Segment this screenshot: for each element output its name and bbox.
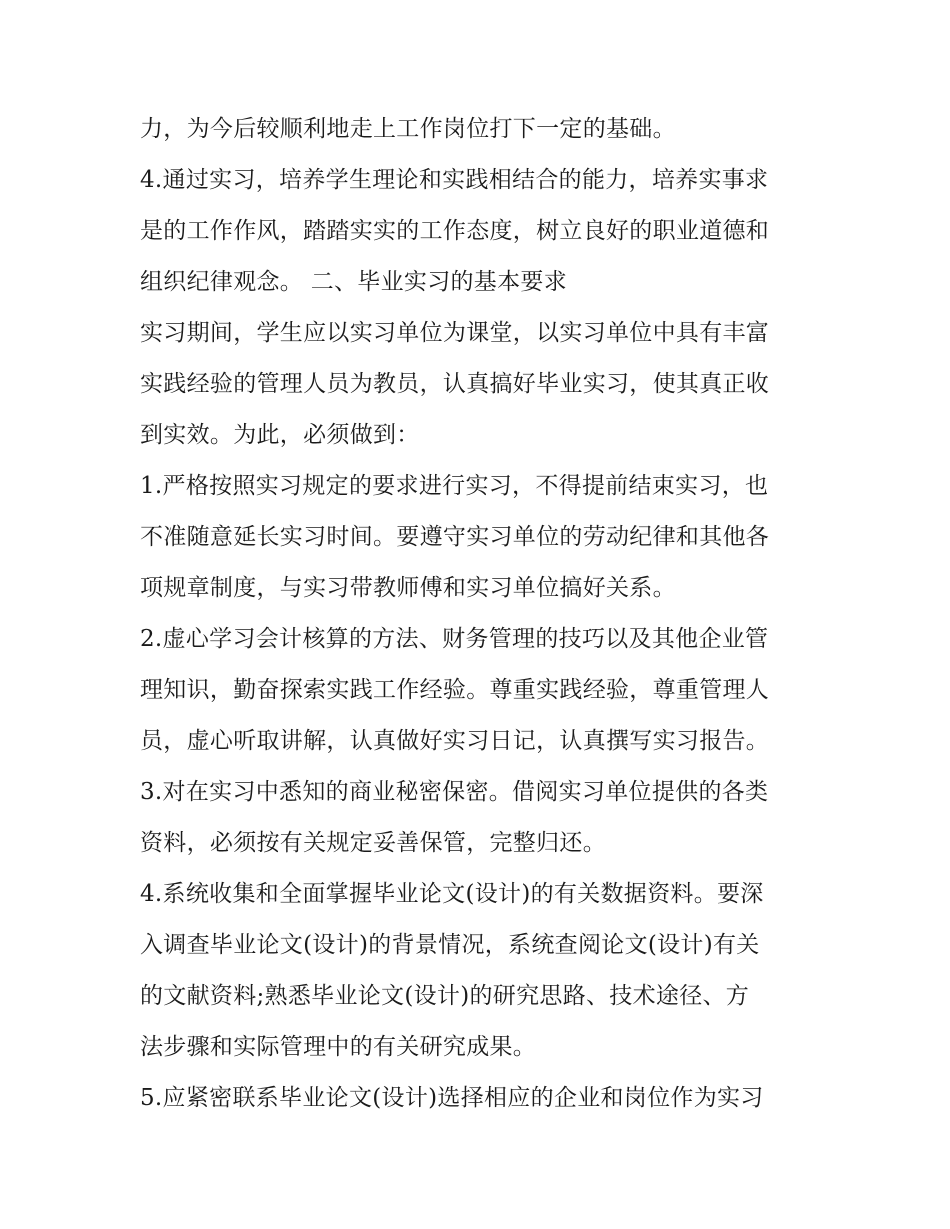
text-line: 2.虚心学习会计核算的方法、财务管理的技巧以及其他企业管 — [140, 626, 769, 652]
text-line: 1.严格按照实习规定的要求进行实习，不得提前结束实习，也 — [140, 473, 769, 499]
text-line: 入调查毕业论文(设计)的背景情况，系统查阅论文(设计)有关 — [140, 932, 760, 958]
text-line: 不准随意延长实习时间。要遵守实习单位的劳动纪律和其他各 — [140, 524, 770, 550]
text-line: 实践经验的管理人员为教员，认真搞好毕业实习，使其真正收 — [140, 371, 770, 397]
text-line: 3.对在实习中悉知的商业秘密保密。借阅实习单位提供的各类 — [140, 779, 769, 805]
text-line: 资料，必须按有关规定妥善保管，完整归还。 — [140, 830, 606, 856]
text-line: 组织纪律观念。 二、毕业实习的基本要求 — [140, 269, 568, 295]
text-line: 实习期间，学生应以实习单位为课堂，以实习单位中具有丰富 — [140, 320, 770, 346]
text-line: 法步骤和实际管理中的有关研究成果。 — [140, 1034, 537, 1060]
text-line: 4.通过实习，培养学生理论和实践相结合的能力，培养实事求 — [140, 167, 769, 193]
text-line: 理知识，勤奋探索实践工作经验。尊重实践经验，尊重管理人 — [140, 677, 770, 703]
text-line: 到实效。为此，必须做到： — [140, 422, 420, 448]
text-line: 的文献资料;熟悉毕业论文(设计)的研究思路、技术途径、方 — [140, 983, 750, 1009]
body-text — [140, 104, 830, 1124]
text-line: 项规章制度，与实习带教师傅和实习单位搞好关系。 — [140, 575, 676, 601]
text-line: 是的工作作风，踏踏实实的工作态度，树立良好的职业道德和 — [140, 218, 770, 244]
text-line: 4.系统收集和全面掌握毕业论文(设计)的有关数据资料。要深 — [140, 881, 764, 907]
text-line: 5.应紧密联系毕业论文(设计)选择相应的企业和岗位作为实习 — [140, 1085, 764, 1111]
text-line: 员，虚心听取讲解，认真做好实习日记，认真撰写实习报告。 — [140, 728, 770, 754]
text-line: 力，为今后较顺利地走上工作岗位打下一定的基础。 — [140, 116, 676, 142]
